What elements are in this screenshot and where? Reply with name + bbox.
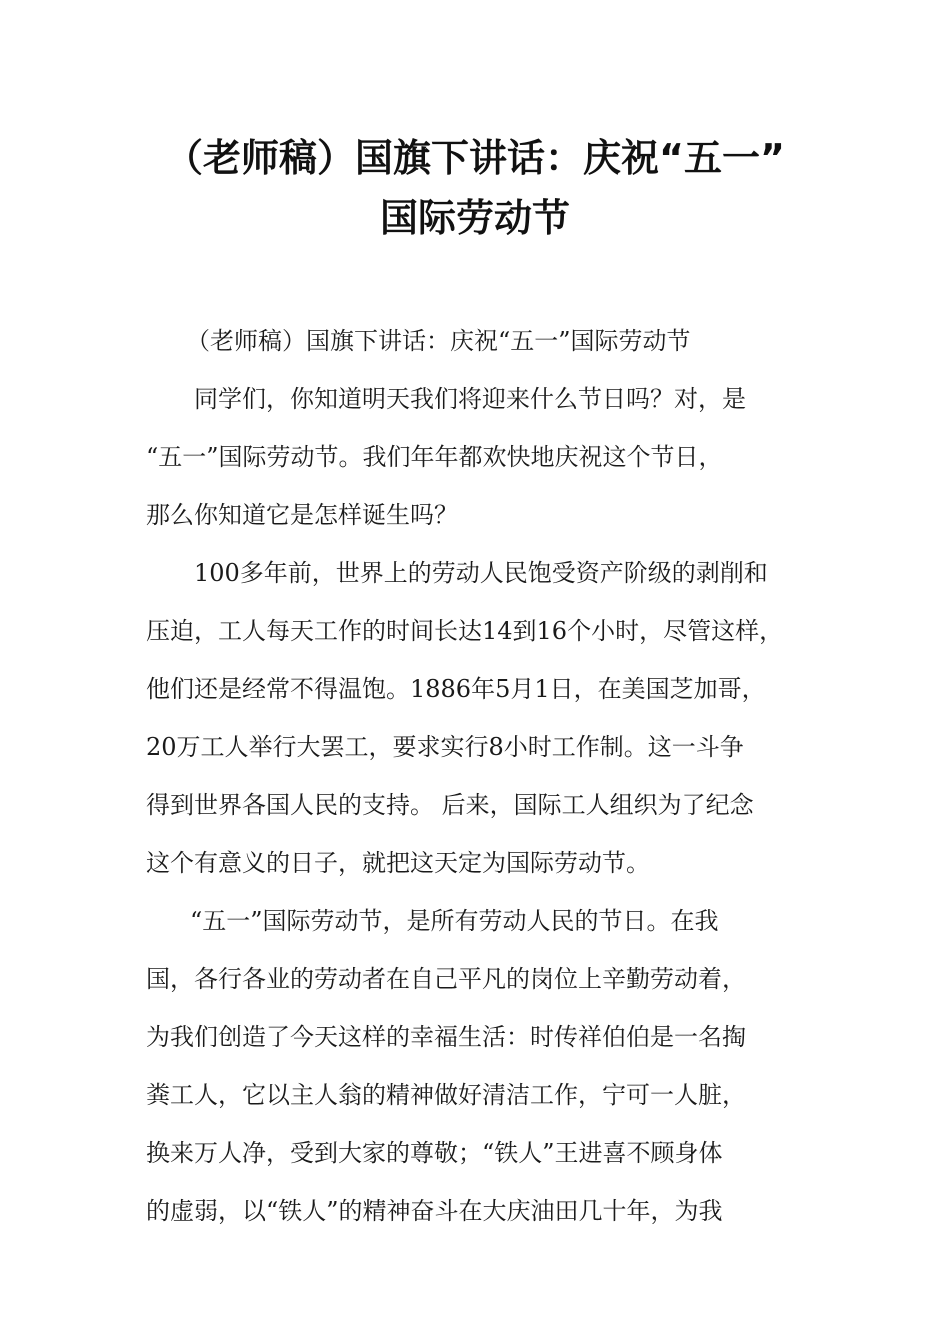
subtitle-line: （老师稿）国旗下讲话：庆祝“五一”国际劳动节 [186,327,691,355]
title-line-1: （老师稿）国旗下讲话：庆祝“五一” [165,136,785,180]
paragraph-2-line-3: 他们还是经常不得温饱。1886年5月1日，在美国芝加哥， [146,675,766,703]
paragraph-3-line-3: 为我们创造了今天这样的幸福生活：时传祥伯伯是一名掏 [146,1023,746,1051]
paragraph-3-line-4: 粪工人，它以主人翁的精神做好清洁工作，宁可一人脏， [146,1081,746,1109]
paragraph-3-line-5: 换来万人净，受到大家的尊敬；“铁人”王进喜不顾身体 [146,1139,723,1167]
paragraph-2-line-4: 20万工人举行大罢工，要求实行8小时工作制。这一斗争 [146,733,744,761]
paragraph-3-line-1: “五一”国际劳动节，是所有劳动人民的节日。在我 [190,907,719,935]
document-body [146,312,810,1240]
paragraph-2-line-5: 得到世界各国人民的支持。 后来，国际工人组织为了纪念 [146,791,754,819]
paragraph-1-line-2: “五一”国际劳动节。我们年年都欢快地庆祝这个节日， [146,443,723,471]
paragraph-3-line-2: 国，各行各业的劳动者在自己平凡的岗位上辛勤劳动着， [146,965,746,993]
paragraph-2-line-1: 100多年前，世界上的劳动人民饱受资产阶级的剥削和 [194,559,768,587]
paragraph-1-line-3: 那么你知道它是怎样诞生吗？ [146,501,458,529]
paragraph-2-line-2: 压迫，工人每天工作的时间长达14到16个小时，尽管这样， [146,617,784,645]
paragraph-3-line-6: 的虚弱，以“铁人”的精神奋斗在大庆油田几十年，为我 [146,1197,723,1225]
paragraph-2-line-6: 这个有意义的日子，就把这天定为国际劳动节。 [146,849,650,877]
document-title [100,128,850,248]
title-line-2: 国际劳动节 [379,196,570,240]
paragraph-1-line-1: 同学们，你知道明天我们将迎来什么节日吗？对，是 [194,385,746,413]
